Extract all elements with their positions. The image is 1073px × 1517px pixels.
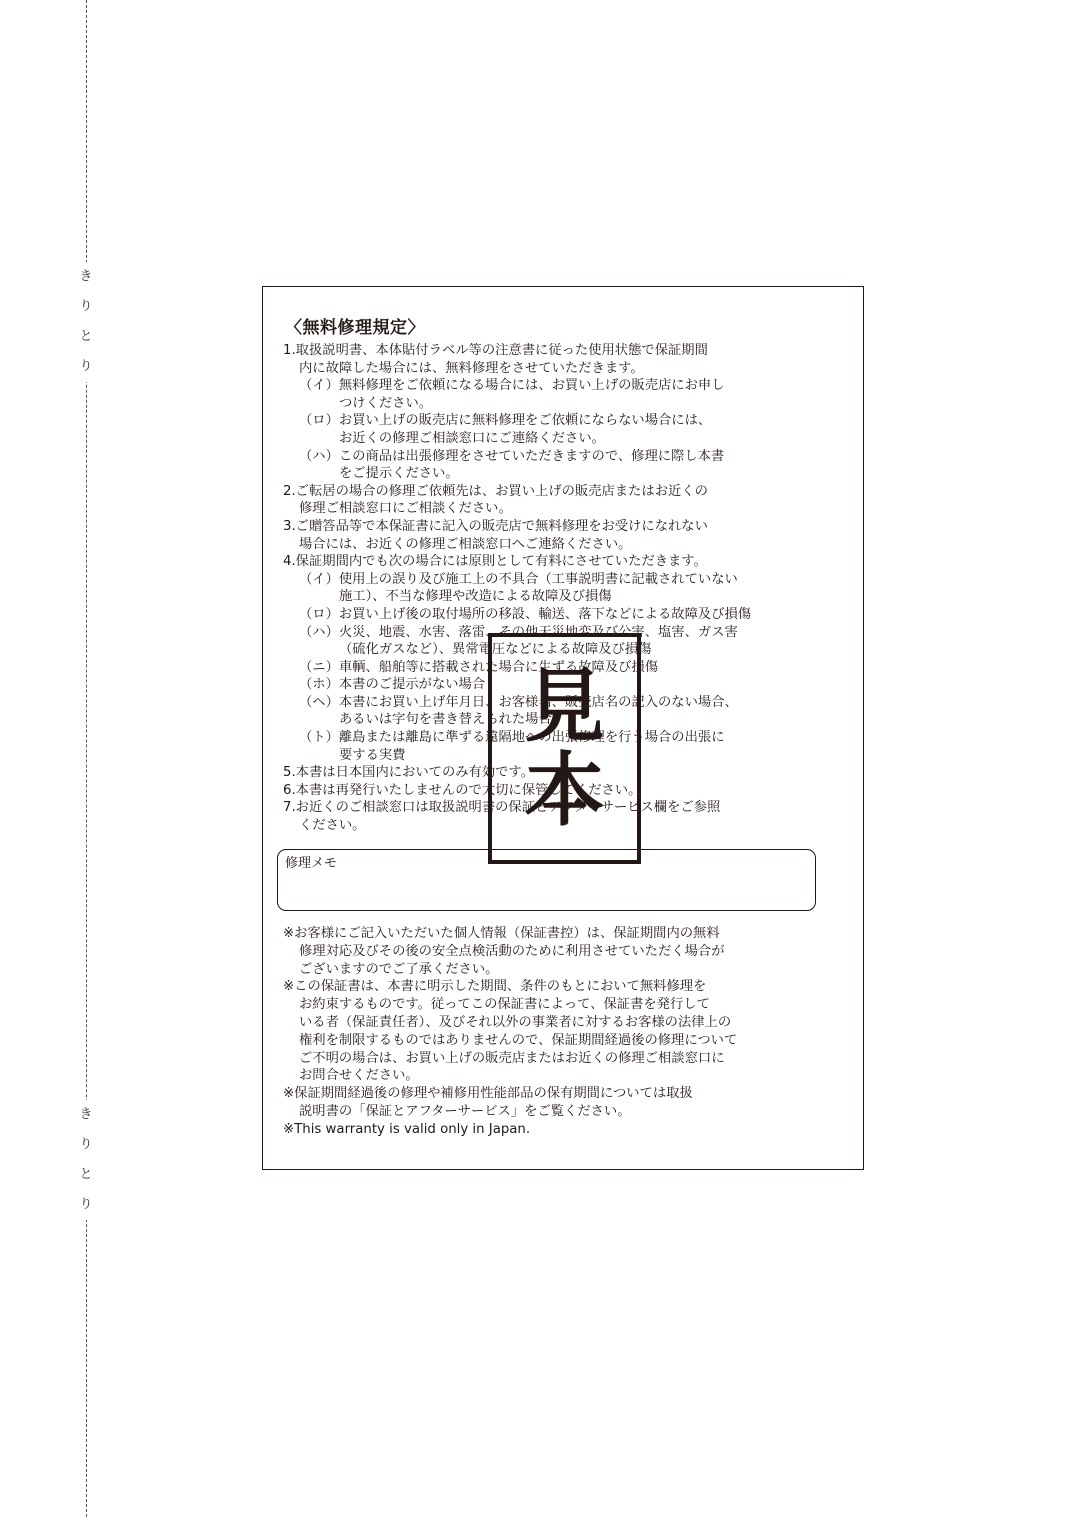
rule-line: 1.取扱説明書、本体貼付ラベル等の注意書に従った使用状態で保証期間 bbox=[283, 343, 708, 358]
rule-line: （ハ）火災、地震、水害、落雷、その他天災地変及び公害、塩害、ガス害 bbox=[299, 624, 738, 640]
rule-line: 3.ご贈答品等で本保証書に記入の販売店で無料修理をお受けになれない bbox=[283, 518, 708, 534]
note-line: いる者（保証責任者）、及びそれ以外の事業者に対するお客様の法律上の bbox=[299, 1014, 732, 1030]
rule-line: 5.本書は日本国内においてのみ有効です。 bbox=[283, 765, 534, 781]
cut-label-char: り bbox=[79, 1137, 93, 1152]
note-line: ※この保証書は、本書に明示した期間、条件のもとにおいて無料修理を bbox=[283, 979, 707, 995]
rule-line: 修理ご相談窓口にご相談ください。 bbox=[299, 501, 512, 517]
rule-line: （ニ）車輌、船舶等に搭載された場合に生ずる故障及び損傷 bbox=[299, 659, 659, 675]
card-title: 〈無料修理規定〉 bbox=[285, 318, 425, 338]
rule-line: 施工）、不当な修理や改造による故障及び損傷 bbox=[339, 589, 612, 605]
cut-label-char: き bbox=[79, 269, 93, 284]
note-line: 修理対応及びその後の安全点検活動のために利用させていただく場合が bbox=[299, 943, 725, 959]
sample-stamp-char: 本 bbox=[524, 743, 605, 837]
cut-label-top bbox=[76, 262, 96, 382]
rule-line: （ヘ）本書にお買い上げ年月日、お客様名、販売店名の記入のない場合、 bbox=[299, 694, 738, 710]
sample-stamp bbox=[488, 633, 641, 864]
note-line: 説明書の「保証とアフターサービス」をご覧ください。 bbox=[299, 1103, 631, 1119]
note-line: お問合せください。 bbox=[299, 1068, 419, 1084]
note-line: お約束するものです。従ってこの保証書によって、保証書を発行して bbox=[299, 997, 710, 1013]
rule-line: （ト）離島または離島に準ずる遠隔地への出張修理を行う場合の出張に bbox=[299, 730, 725, 746]
warranty-card bbox=[262, 286, 864, 1170]
rule-line: （ロ）お買い上げ後の取付場所の移設、輸送、落下などによる故障及び損傷 bbox=[299, 606, 752, 622]
rule-line: ください。 bbox=[299, 818, 366, 834]
note-line: ※保証期間経過後の修理や補修用性能部品の保有期間については取扱 bbox=[283, 1086, 693, 1102]
rule-line: （ロ）お買い上げの販売店に無料修理をご依頼にならない場合には、 bbox=[299, 413, 712, 429]
sample-stamp-char: 見 bbox=[524, 659, 605, 753]
rule-line: （イ）使用上の誤り及び施工上の不具合（工事説明書に記載されていない bbox=[299, 571, 738, 587]
rule-line: （イ）無料修理をご依頼になる場合には、お買い上げの販売店にお申し bbox=[299, 378, 725, 394]
note-line: 権利を制限するものではありませんので、保証期間経過後の修理について bbox=[299, 1032, 738, 1048]
note-line: ございますのでご了承ください。 bbox=[299, 961, 499, 977]
rule-line: お近くの修理ご相談窓口にご連絡ください。 bbox=[339, 430, 605, 446]
rule-line: つけください。 bbox=[339, 395, 433, 411]
cut-label-char: り bbox=[79, 1197, 93, 1212]
cut-label-char: り bbox=[79, 299, 93, 314]
cut-line bbox=[86, 0, 87, 1517]
memo-label: 修理メモ bbox=[285, 856, 338, 871]
cut-label-char: り bbox=[79, 359, 93, 374]
cut-label-bottom bbox=[76, 1100, 96, 1220]
cut-label-char: と bbox=[79, 329, 93, 344]
rule-line: をご提示ください。 bbox=[339, 466, 459, 482]
rule-line: 場合には、お近くの修理ご相談窓口へご連絡ください。 bbox=[299, 536, 632, 552]
rule-line: 4.保証期間内でも次の場合には原則として有料にさせていただきます。 bbox=[283, 554, 707, 570]
rule-line: あるいは字句を書き替えられた場合 bbox=[339, 712, 552, 728]
rule-line: 6.本書は再発行いたしませんので大切に保管してください。 bbox=[283, 782, 642, 798]
rule-line: 2.ご転居の場合の修理ご依頼先は、お買い上げの販売店またはお近くの bbox=[283, 483, 708, 499]
rule-line: （硫化ガスなど）、異常電圧などによる故障及び損傷 bbox=[339, 642, 652, 658]
cut-label-char: と bbox=[79, 1167, 93, 1182]
note-line: ※お客様にご記入いただいた個人情報（保証書控）は、保証期間内の無料 bbox=[283, 926, 720, 941]
rule-line: 内に故障した場合には、無料修理をさせていただきます。 bbox=[299, 360, 644, 376]
cut-label-char: き bbox=[79, 1107, 93, 1122]
rule-line: （ハ）この商品は出張修理をさせていただきますので、修理に際し本書 bbox=[299, 448, 725, 464]
rule-line: 7.お近くのご相談窓口は取扱説明書の保証とアフターサービス欄をご参照 bbox=[283, 800, 721, 816]
rule-line: 要する実費 bbox=[339, 747, 406, 763]
note-line: ご不明の場合は、お買い上げの販売店またはお近くの修理ご相談窓口に bbox=[299, 1050, 725, 1066]
notes-list bbox=[283, 925, 858, 1139]
rule-line: （ホ）本書のご提示がない場合 bbox=[299, 677, 486, 693]
note-line: ※This warranty is valid only in Japan. bbox=[283, 1121, 531, 1137]
